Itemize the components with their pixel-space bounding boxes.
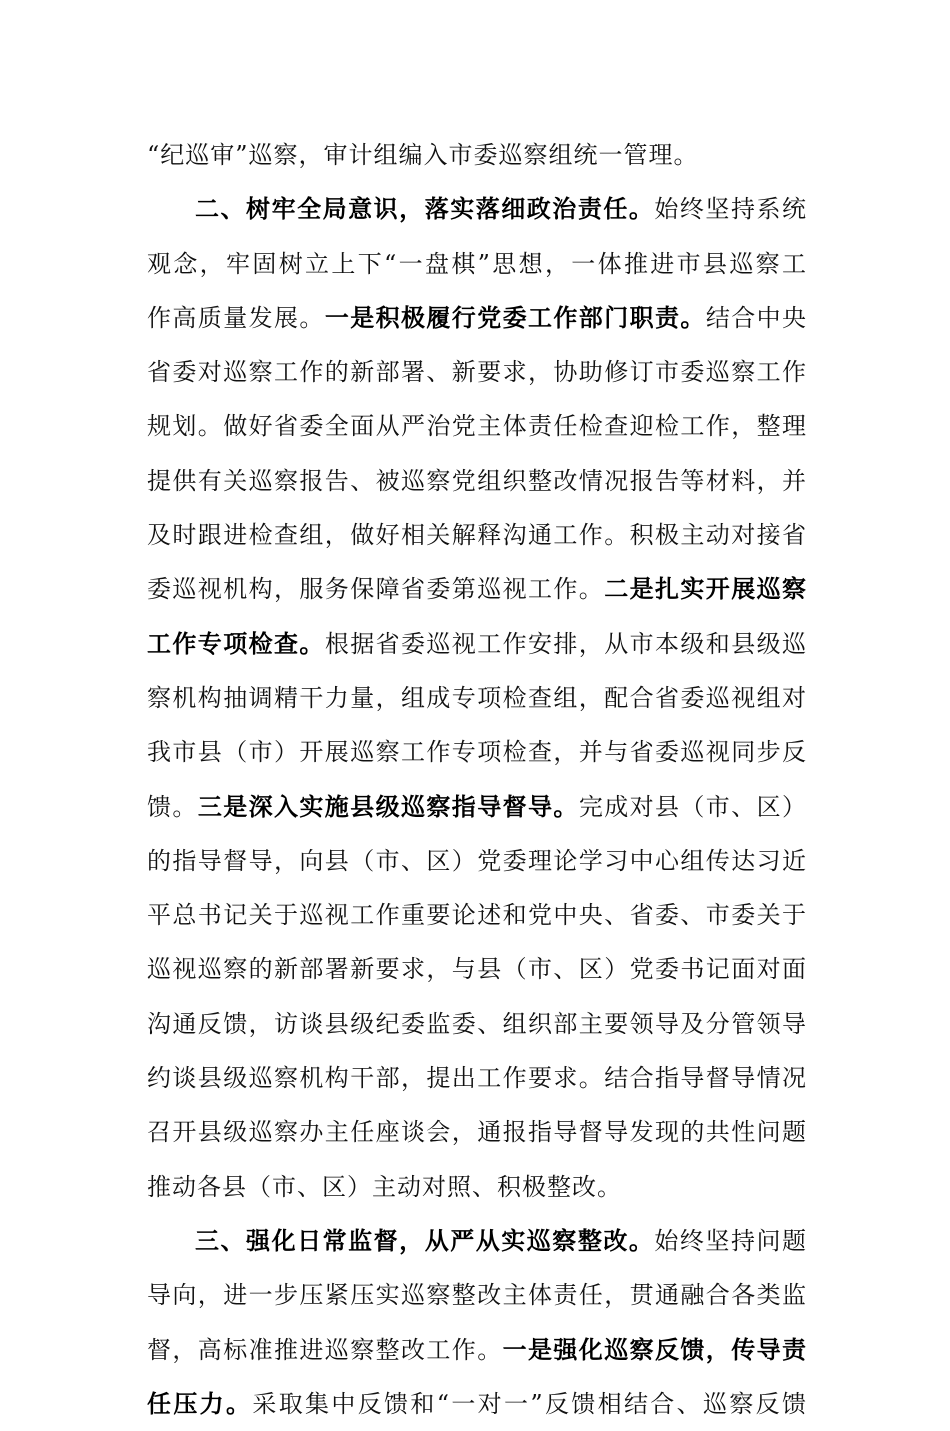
bold-heading-text: 三是深入实施县级巡察指导督导。 — [197, 791, 579, 821]
body-text-segment: 省委对巡察工作的新部署、新要求，协助修订市委巡察工作 — [147, 358, 807, 387]
body-text-segment: 提供有关巡察报告、被巡察党组织整改情况报告等材料，并 — [147, 466, 807, 495]
body-text-segment: 督，高标准推进巡察整改工作。 — [147, 1335, 503, 1364]
bold-heading-text: 任压力。 — [147, 1388, 253, 1418]
bold-heading-text: 工作专项检查。 — [147, 628, 325, 658]
bold-heading-text: 一是积极履行党委工作部门职责。 — [324, 302, 706, 332]
text-line — [147, 780, 807, 834]
text-line — [147, 1160, 807, 1214]
body-text-segment: 召开县级巡察办主任座谈会，通报指导督导发现的共性问题 — [147, 1118, 807, 1147]
text-line — [147, 997, 807, 1051]
body-text-segment: 平总书记关于巡视工作重要论述和党中央、省委、市委关于 — [147, 901, 807, 930]
body-text-segment: 作高质量发展。 — [147, 303, 325, 332]
text-line — [147, 454, 807, 508]
body-text-segment: 根据省委巡视工作安排，从市本级和县级巡 — [324, 629, 807, 658]
text-line — [147, 399, 807, 453]
body-text-segment: 馈。 — [147, 792, 198, 821]
body-text-segment: 沟通反馈，访谈县级纪委监委、组织部主要领导及分管领导 — [147, 1009, 807, 1038]
text-line — [147, 508, 807, 562]
text-line — [147, 291, 807, 345]
body-text-segment: “纪巡审”巡察，审计组编入市委巡察组统一管理。 — [147, 141, 699, 169]
body-text-segment: 始终坚持系统 — [654, 195, 807, 224]
body-text-segment: 及时跟进检查组，做好相关解释沟通工作。积极主动对接省 — [147, 521, 807, 550]
body-text-segment: 结合中央 — [705, 303, 807, 332]
body-text — [147, 128, 807, 1431]
body-text-segment: 采取集中反馈和“一对一”反馈相结合、巡察反馈 — [252, 1389, 807, 1418]
bold-heading-text: 二是扎实开展巡察 — [604, 574, 807, 604]
bold-heading-text: 三、强化日常监督，从严从实巡察整改。 — [195, 1225, 655, 1255]
body-text-segment: 推动各县（市、区）主动对照、积极整改。 — [147, 1172, 622, 1201]
body-text-segment: 我市县（市）开展巡察工作专项检查，并与省委巡视同步反 — [147, 738, 807, 767]
text-line — [147, 1377, 807, 1431]
text-line — [147, 237, 807, 291]
text-line — [147, 1051, 807, 1105]
bold-heading-text: 一是强化巡察反馈，传导责 — [502, 1334, 807, 1364]
text-line — [147, 182, 807, 236]
text-line — [147, 671, 807, 725]
text-line — [147, 345, 807, 399]
text-line — [147, 617, 807, 671]
text-line — [147, 128, 807, 182]
body-text-segment: 导向，进一步压紧压实巡察整改主体责任，贯通融合各类监 — [147, 1281, 807, 1310]
body-text-segment: 规划。做好省委全面从严治党主体责任检查迎检工作，整理 — [147, 412, 807, 441]
body-text-segment: 约谈县级巡察机构干部，提出工作要求。结合指导督导情况 — [147, 1064, 807, 1093]
body-text-segment: 观念，牢固树立上下“一盘棋”思想，一体推进市县巡察工 — [147, 249, 807, 278]
text-line — [147, 1268, 807, 1322]
body-text-segment: 的指导督导，向县（市、区）党委理论学习中心组传达习近 — [147, 846, 807, 875]
text-line — [147, 888, 807, 942]
text-line — [147, 1323, 807, 1377]
text-line — [147, 1105, 807, 1159]
text-line — [147, 1214, 807, 1268]
body-text-segment: 始终坚持问题 — [654, 1226, 807, 1255]
body-text-segment: 察机构抽调精干力量，组成专项检查组，配合省委巡视组对 — [147, 683, 807, 712]
body-text-segment: 巡视巡察的新部署新要求，与县（市、区）党委书记面对面 — [147, 955, 807, 984]
body-text-segment: 委巡视机构，服务保障省委第巡视工作。 — [147, 575, 605, 604]
text-line — [147, 562, 807, 616]
text-line — [147, 834, 807, 888]
bold-heading-text: 二、树牢全局意识，落实落细政治责任。 — [195, 194, 655, 224]
body-text-segment: 完成对县（市、区） — [578, 792, 807, 821]
text-line — [147, 725, 807, 779]
text-line — [147, 942, 807, 996]
